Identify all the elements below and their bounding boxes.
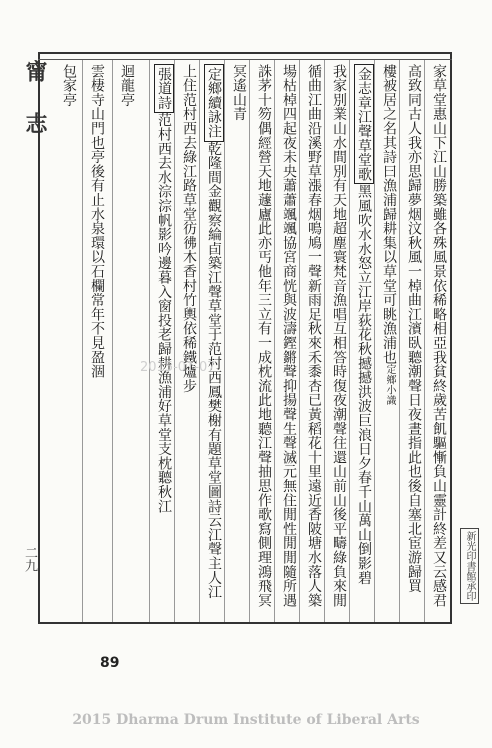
- column-rule: [224, 60, 225, 622]
- text-column: 迴龍亭: [119, 64, 135, 107]
- date-stamp: 2015-01-07: [140, 360, 216, 375]
- column-rule: [149, 60, 150, 622]
- text-column: 金志章江聲草堂歌黑風吹水水怒立江岸荻花秋撼撼洪波巨浪日夕春千山萬山倒影碧: [355, 64, 373, 585]
- page-number: 89: [100, 655, 120, 671]
- side-page-number: 二九: [22, 546, 37, 572]
- section-label: 張道詩: [154, 64, 174, 113]
- text-column: 冥遙山青: [231, 64, 247, 122]
- frame-top-band: [38, 52, 452, 60]
- column-rule: [199, 60, 200, 622]
- text-column: 包家亭: [61, 64, 77, 107]
- watermark: 2015 Dharma Drum Institute of Liberal Arts: [72, 712, 420, 728]
- column-rule: [174, 60, 175, 622]
- text-column: 我家別業山水間別有天地超塵寰梵音漁唱互相答時復夜潮聲往還山前山後平疇綠負來閒: [331, 64, 347, 608]
- column-rule: [274, 60, 275, 622]
- text-column: 樓被居之名其詩曰漁浦歸耕集以草堂可眺漁浦也定鄉小識: [381, 64, 397, 406]
- section-label: 金志章江聲草堂歌: [354, 64, 374, 184]
- text-column: 循曲江曲沿溪野草漲春烟鳴鳩一聲新雨足秋來禾黍杏已黃稻花十里遠近香陂塘水落人築: [306, 64, 322, 608]
- column-rule: [112, 60, 113, 622]
- book-title-strip: 甯 志: [22, 60, 48, 136]
- text-column: 張道詩范村西去水淙淙帆影吟邊暮入窗投老歸耕漁浦好草堂支枕聽秋江: [155, 64, 173, 513]
- column-rule: [324, 60, 325, 622]
- column-rule: [399, 60, 400, 622]
- column-rule: [424, 60, 425, 622]
- section-label: 定鄉續詠注: [204, 64, 224, 142]
- column-rule: [349, 60, 350, 622]
- text-column: 上住范村西去綠江路草堂彷彿木香村竹輿依稀鐵爐步: [181, 64, 197, 393]
- column-rule: [299, 60, 300, 622]
- text-column: 定鄉續詠注乾隆間金觀察綸卣築江聲草堂于范村西鳳樊榭有題草堂圖詩云江聲主人江: [205, 64, 223, 599]
- column-rule: [374, 60, 375, 622]
- text-column: 場枯棹四起夜未央蕭蕭颯颯協宮商恍與波濤鏗鏘聲抑揚聲生聲滅元無住閒性閒閒隨所遇: [281, 64, 297, 608]
- text-column: 家草堂惠山下江山勝築雖各殊風景依稀略相亞我貧終歲苦飢驅慚負山靈計終差又云感君: [431, 64, 447, 608]
- column-rule: [249, 60, 250, 622]
- publisher-stamp: 新光印書館承印: [460, 528, 479, 604]
- text-column: 高致同古人我亦思歸夢烟汶秋風一棹曲江濱臥聽潮聲日夜晝指此也後自塞北宦游歸買: [406, 64, 422, 594]
- column-rule: [82, 60, 83, 622]
- text-column: 誅茅十笏偶經營天地蘧廬此亦丐他年三立有一成枕流此地聽江聲抽思作歌寫側理鴻飛冥: [256, 64, 272, 608]
- text-column: 雲棲寺山門也亭後有止水泉環以石欄常年不見盈涸: [89, 64, 105, 379]
